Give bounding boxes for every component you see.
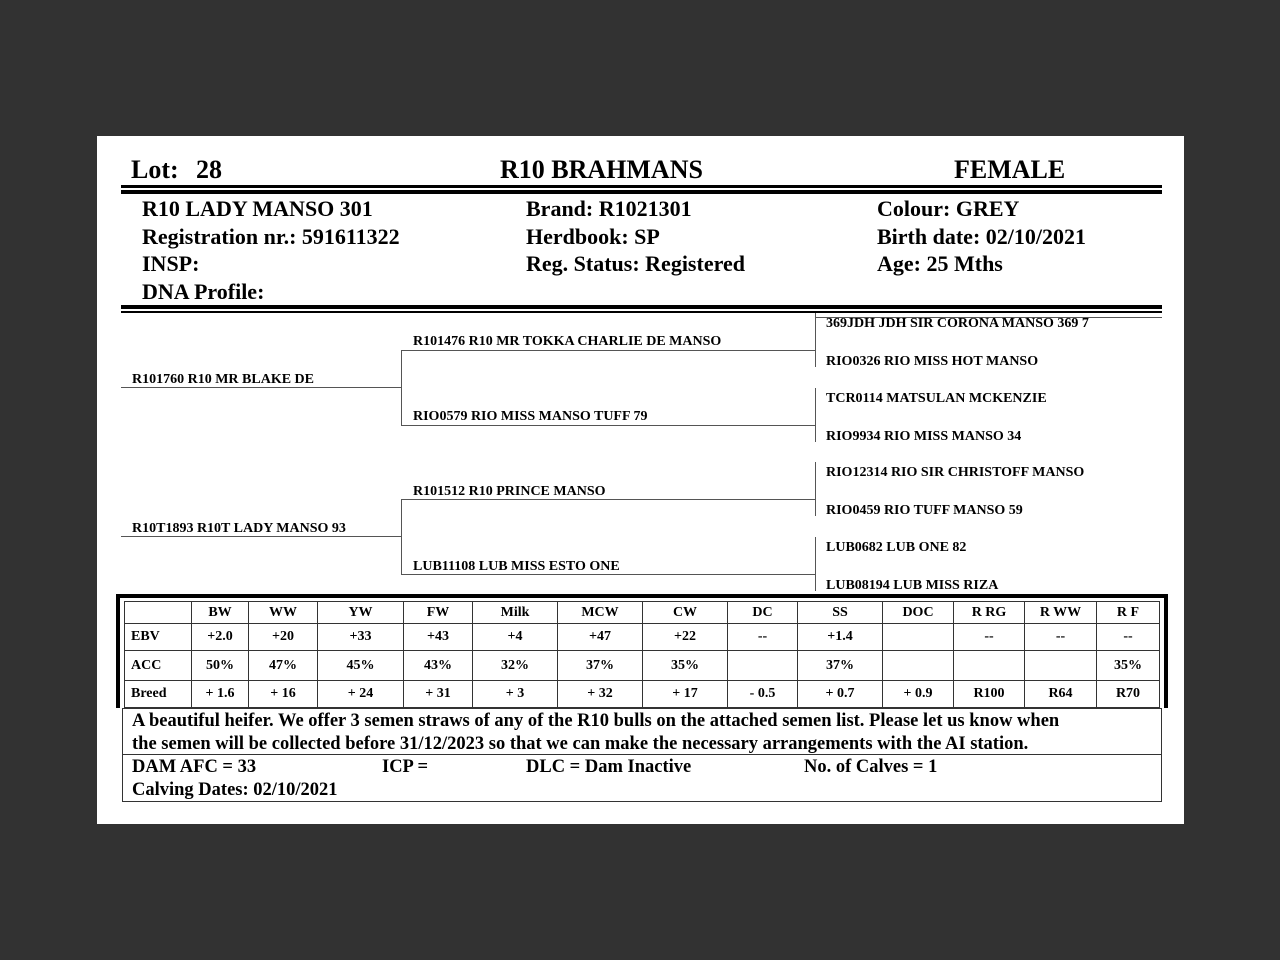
- pedigree-line: [815, 462, 816, 516]
- lot-label: Lot:: [131, 155, 179, 184]
- acc-cell: 37%: [798, 651, 883, 681]
- header-rule-top: [121, 185, 1162, 188]
- ebv-cell: --: [728, 624, 798, 651]
- pedigree-sire-sire: R101476 R10 MR TOKKA CHARLIE DE MANSO: [413, 334, 722, 349]
- ebv-column-header: DOC: [883, 602, 954, 624]
- comments-box: [122, 708, 1162, 755]
- ebv-column-header: R F: [1097, 602, 1160, 624]
- breed-cell: + 32: [558, 681, 643, 708]
- ebv-column-header: R WW: [1025, 602, 1097, 624]
- insp-field: INSP:: [142, 251, 200, 276]
- breed-row-label: Breed: [125, 681, 192, 708]
- pedigree-ggp: LUB08194 LUB MISS RIZA: [826, 578, 999, 593]
- breed-cell: + 0.7: [798, 681, 883, 708]
- ebv-column-header: YW: [318, 602, 404, 624]
- acc-cell: [883, 651, 954, 681]
- ebv-cell: +43: [404, 624, 473, 651]
- ebv-table: [124, 601, 1160, 708]
- pedigree-dam-sire: R101512 R10 PRINCE MANSO: [413, 484, 606, 499]
- acc-cell: 35%: [643, 651, 728, 681]
- herdbook: Herdbook: SP: [526, 224, 660, 249]
- acc-row-label: ACC: [125, 651, 192, 681]
- age: Age: 25 Mths: [877, 251, 1003, 276]
- ebv-cell: +1.4: [798, 624, 883, 651]
- breeder-name: R10 BRAHMANS: [500, 155, 703, 184]
- lot-card: [97, 136, 1184, 824]
- acc-cell: 37%: [558, 651, 643, 681]
- acc-cell: 47%: [249, 651, 318, 681]
- ebv-cell: +22: [643, 624, 728, 651]
- reg-status: Reg. Status: Registered: [526, 251, 745, 276]
- pedigree-line: [815, 537, 816, 591]
- ebv-column-header: MCW: [558, 602, 643, 624]
- number-of-calves: No. of Calves = 1: [804, 757, 938, 777]
- pedigree-line: [401, 499, 402, 574]
- pedigree-dam: R10T1893 R10T LADY MANSO 93: [132, 521, 346, 536]
- acc-cell: 50%: [192, 651, 249, 681]
- pedigree-line: [401, 425, 816, 426]
- acc-cell: 43%: [404, 651, 473, 681]
- animal-sex: FEMALE: [954, 155, 1066, 184]
- ebv-row: [125, 624, 1160, 651]
- breed-cell: + 24: [318, 681, 404, 708]
- lot-number: 28: [196, 155, 222, 184]
- breed-cell: + 0.9: [883, 681, 954, 708]
- colour: Colour: GREY: [877, 196, 1020, 221]
- info-rule-bottom: [121, 311, 1162, 313]
- pedigree-sire: R101760 R10 MR BLAKE DE: [132, 372, 315, 387]
- breed-cell: R100: [954, 681, 1025, 708]
- dlc: DLC = Dam Inactive: [526, 757, 692, 777]
- pedigree-ggp: RIO12314 RIO SIR CHRISTOFF MANSO: [826, 465, 1085, 480]
- breed-cell: + 1.6: [192, 681, 249, 708]
- ebv-column-header: CW: [643, 602, 728, 624]
- pedigree-ggp: RIO0326 RIO MISS HOT MANSO: [826, 354, 1039, 369]
- comments-line-1: A beautiful heifer. We offer 3 semen straws of any of the R10 bulls on the attached semen list. Please let us know when: [132, 711, 1060, 731]
- breed-cell: + 16: [249, 681, 318, 708]
- ebv-cell: +47: [558, 624, 643, 651]
- dam-afc: DAM AFC = 33: [132, 757, 257, 777]
- brand: Brand: R1021301: [526, 196, 692, 221]
- acc-row: [125, 651, 1160, 681]
- breed-cell: R64: [1025, 681, 1097, 708]
- acc-cell: [954, 651, 1025, 681]
- info-rule-top: [121, 305, 1162, 309]
- breed-cell: + 31: [404, 681, 473, 708]
- ebv-column-header: Milk: [473, 602, 558, 624]
- ebv-frame-left: [116, 594, 120, 708]
- ebv-cell: --: [954, 624, 1025, 651]
- ebv-column-header: SS: [798, 602, 883, 624]
- pedigree-sire-dam: RIO0579 RIO MISS MANSO TUFF 79: [413, 409, 648, 424]
- ebv-cell: +4: [473, 624, 558, 651]
- ebv-cell: --: [1025, 624, 1097, 651]
- ebv-cell: +33: [318, 624, 404, 651]
- ebv-column-header: R RG: [954, 602, 1025, 624]
- ebv-column-header: WW: [249, 602, 318, 624]
- pedigree-line: [401, 350, 816, 351]
- ebv-column-header: FW: [404, 602, 473, 624]
- ebv-corner-cell: [125, 602, 192, 624]
- breed-cell: R70: [1097, 681, 1160, 708]
- pedigree-line: [815, 388, 816, 442]
- pedigree-line: [401, 350, 402, 425]
- breed-cell: - 0.5: [728, 681, 798, 708]
- ebv-cell: [883, 624, 954, 651]
- pedigree-ggp: LUB0682 LUB ONE 82: [826, 540, 967, 555]
- ebv-row-label: EBV: [125, 624, 192, 651]
- ebv-column-header: BW: [192, 602, 249, 624]
- pedigree-ggp: TCR0114 MATSULAN MCKENZIE: [826, 391, 1047, 406]
- pedigree-ggp: RIO9934 RIO MISS MANSO 34: [826, 429, 1022, 444]
- calving-dates: Calving Dates: 02/10/2021: [132, 780, 338, 800]
- breed-cell: + 17: [643, 681, 728, 708]
- pedigree-line: [815, 313, 816, 367]
- pedigree-ggp: RIO0459 RIO TUFF MANSO 59: [826, 503, 1023, 518]
- birth-date: Birth date: 02/10/2021: [877, 224, 1086, 249]
- ebv-column-header: DC: [728, 602, 798, 624]
- pedigree-dam-dam: LUB11108 LUB MISS ESTO ONE: [413, 559, 620, 574]
- ebv-header-row: [125, 602, 1160, 624]
- acc-cell: 35%: [1097, 651, 1160, 681]
- registration-number: Registration nr.: 591611322: [142, 224, 400, 249]
- ebv-cell: +2.0: [192, 624, 249, 651]
- acc-cell: [1025, 651, 1097, 681]
- header-rule-bottom: [121, 190, 1162, 194]
- ebv-frame-right: [1164, 594, 1168, 708]
- breed-cell: + 3: [473, 681, 558, 708]
- breed-row: [125, 681, 1160, 708]
- animal-name: R10 LADY MANSO 301: [142, 196, 373, 221]
- acc-cell: 45%: [318, 651, 404, 681]
- ebv-frame-top: [116, 594, 1168, 598]
- acc-cell: 32%: [473, 651, 558, 681]
- pedigree-ggp: 369JDH JDH SIR CORONA MANSO 369 7: [826, 316, 1089, 331]
- ebv-cell: +20: [249, 624, 318, 651]
- comments-line-2: the semen will be collected before 31/12/2023 so that we can make the necessary arrangements with the AI station.: [132, 734, 1029, 754]
- acc-cell: [728, 651, 798, 681]
- dna-profile: DNA Profile:: [142, 279, 265, 304]
- icp: ICP =: [382, 757, 429, 777]
- dam-info-box: [122, 755, 1162, 802]
- ebv-cell: --: [1097, 624, 1160, 651]
